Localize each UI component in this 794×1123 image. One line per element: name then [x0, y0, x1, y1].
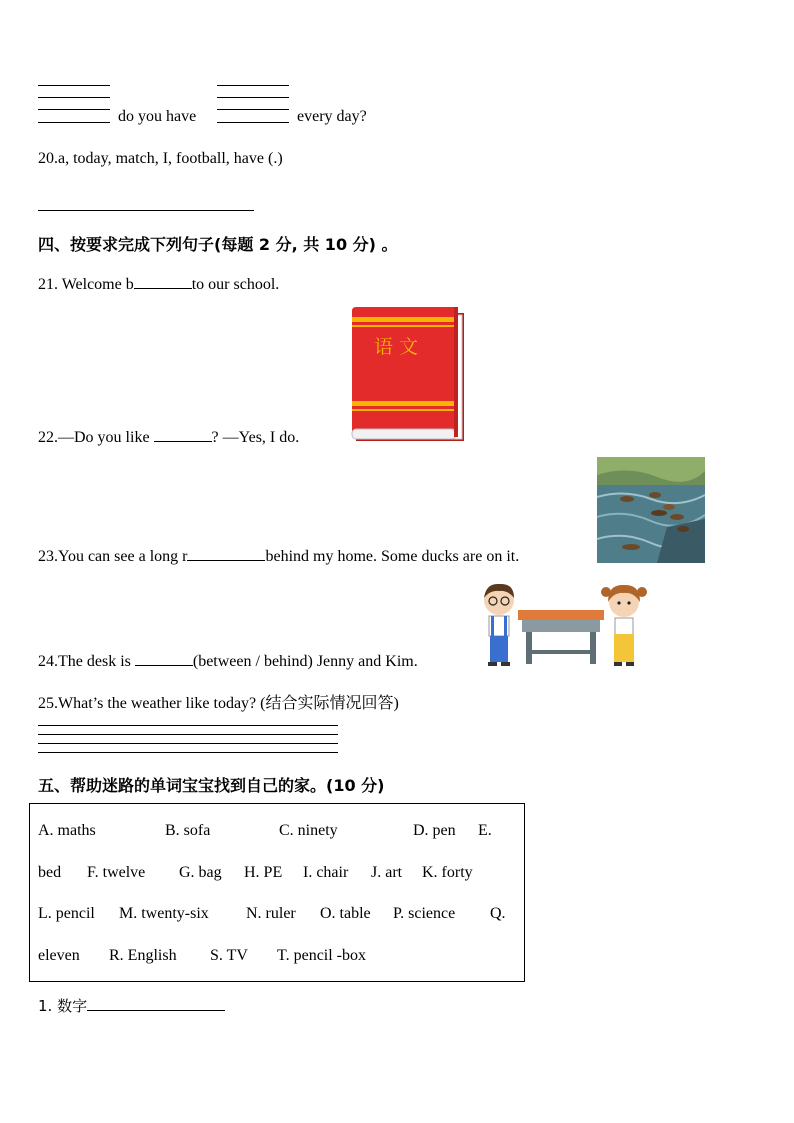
- q24-pre: 24.The desk is: [38, 653, 131, 670]
- q21-post: to our school.: [191, 276, 280, 293]
- sub1-question: [38, 995, 225, 1016]
- option-q-word: eleven: [38, 947, 80, 964]
- section4-title: 四、按要求完成下列句子(每题 2 分, 共 10 分) 。: [38, 235, 398, 254]
- q21-blank[interactable]: [134, 274, 192, 289]
- q25-question: 25.What’s the weather like today? (结合实际情况回答): [38, 695, 399, 712]
- q19-blank-line: [217, 109, 289, 110]
- q22-question: [38, 427, 299, 447]
- book-title: 语 文: [374, 336, 419, 358]
- sub1-label: 1. 数字: [38, 997, 88, 1015]
- sub1-blank[interactable]: [87, 996, 225, 1011]
- q19-blank-line: [217, 85, 289, 86]
- q25-answer-line[interactable]: [38, 725, 338, 726]
- q23-blank[interactable]: [187, 546, 265, 561]
- option-l: L. pencil: [38, 905, 95, 922]
- option-m: M. twenty-six: [119, 905, 209, 922]
- q19-blank-line: [217, 122, 289, 123]
- option-r: R. English: [109, 947, 177, 964]
- q24-post: (between / behind) Jenny and Kim.: [192, 653, 418, 670]
- q23-pre: 23.You can see a long r: [38, 548, 188, 565]
- q19-blank-line: [38, 122, 110, 123]
- jenny-desk-kim-image: [478, 580, 648, 668]
- q19-blank-line: [38, 97, 110, 98]
- option-b: B. sofa: [165, 822, 211, 839]
- q20-answer-line[interactable]: [38, 210, 254, 211]
- q19-text-end: every day?: [297, 108, 367, 125]
- option-p: P. science: [393, 905, 456, 922]
- q20-question: 20.a, today, match, I, football, have (.): [38, 150, 283, 167]
- q24-blank[interactable]: [135, 651, 193, 666]
- section5-title: 五、帮助迷路的单词宝宝找到自己的家。(10 分): [38, 776, 385, 795]
- q23-question: [38, 546, 519, 566]
- option-e-word: bed: [38, 864, 62, 881]
- q19-blank-line: [38, 109, 110, 110]
- option-o: O. table: [320, 905, 371, 922]
- q21-question: [38, 274, 279, 294]
- river-ducks-image: [597, 457, 705, 563]
- option-j: J. art: [371, 864, 403, 881]
- q23-post: behind my home. Some ducks are on it.: [265, 548, 520, 565]
- option-k: K. forty: [422, 864, 473, 881]
- q25-answer-line[interactable]: [38, 734, 338, 735]
- q25-answer-line[interactable]: [38, 752, 338, 753]
- q25-answer-line[interactable]: [38, 743, 338, 744]
- q22-blank[interactable]: [154, 427, 212, 442]
- option-d: D. pen: [413, 822, 456, 839]
- option-s: S. TV: [210, 947, 248, 964]
- q22-pre: 22.—Do you like: [38, 429, 150, 446]
- q19-text-mid: do you have: [118, 108, 197, 125]
- q21-pre: 21. Welcome b: [38, 276, 134, 293]
- option-q: Q.: [490, 905, 506, 922]
- option-g: G. bag: [179, 864, 222, 881]
- option-t: T. pencil -box: [277, 947, 367, 964]
- option-e: E.: [478, 822, 492, 839]
- q24-question: [38, 651, 418, 671]
- word-options-box: [29, 803, 525, 982]
- option-n: N. ruler: [246, 905, 296, 922]
- option-c: C. ninety: [279, 822, 338, 839]
- chinese-book-image: [350, 305, 466, 445]
- option-i: I. chair: [303, 864, 349, 881]
- q19-blank-line: [217, 97, 289, 98]
- option-a: A. maths: [38, 822, 96, 839]
- q19-blank-line: [38, 85, 110, 86]
- option-h: H. PE: [244, 864, 283, 881]
- q22-post: ? —Yes, I do.: [211, 429, 300, 446]
- option-f: F. twelve: [87, 864, 146, 881]
